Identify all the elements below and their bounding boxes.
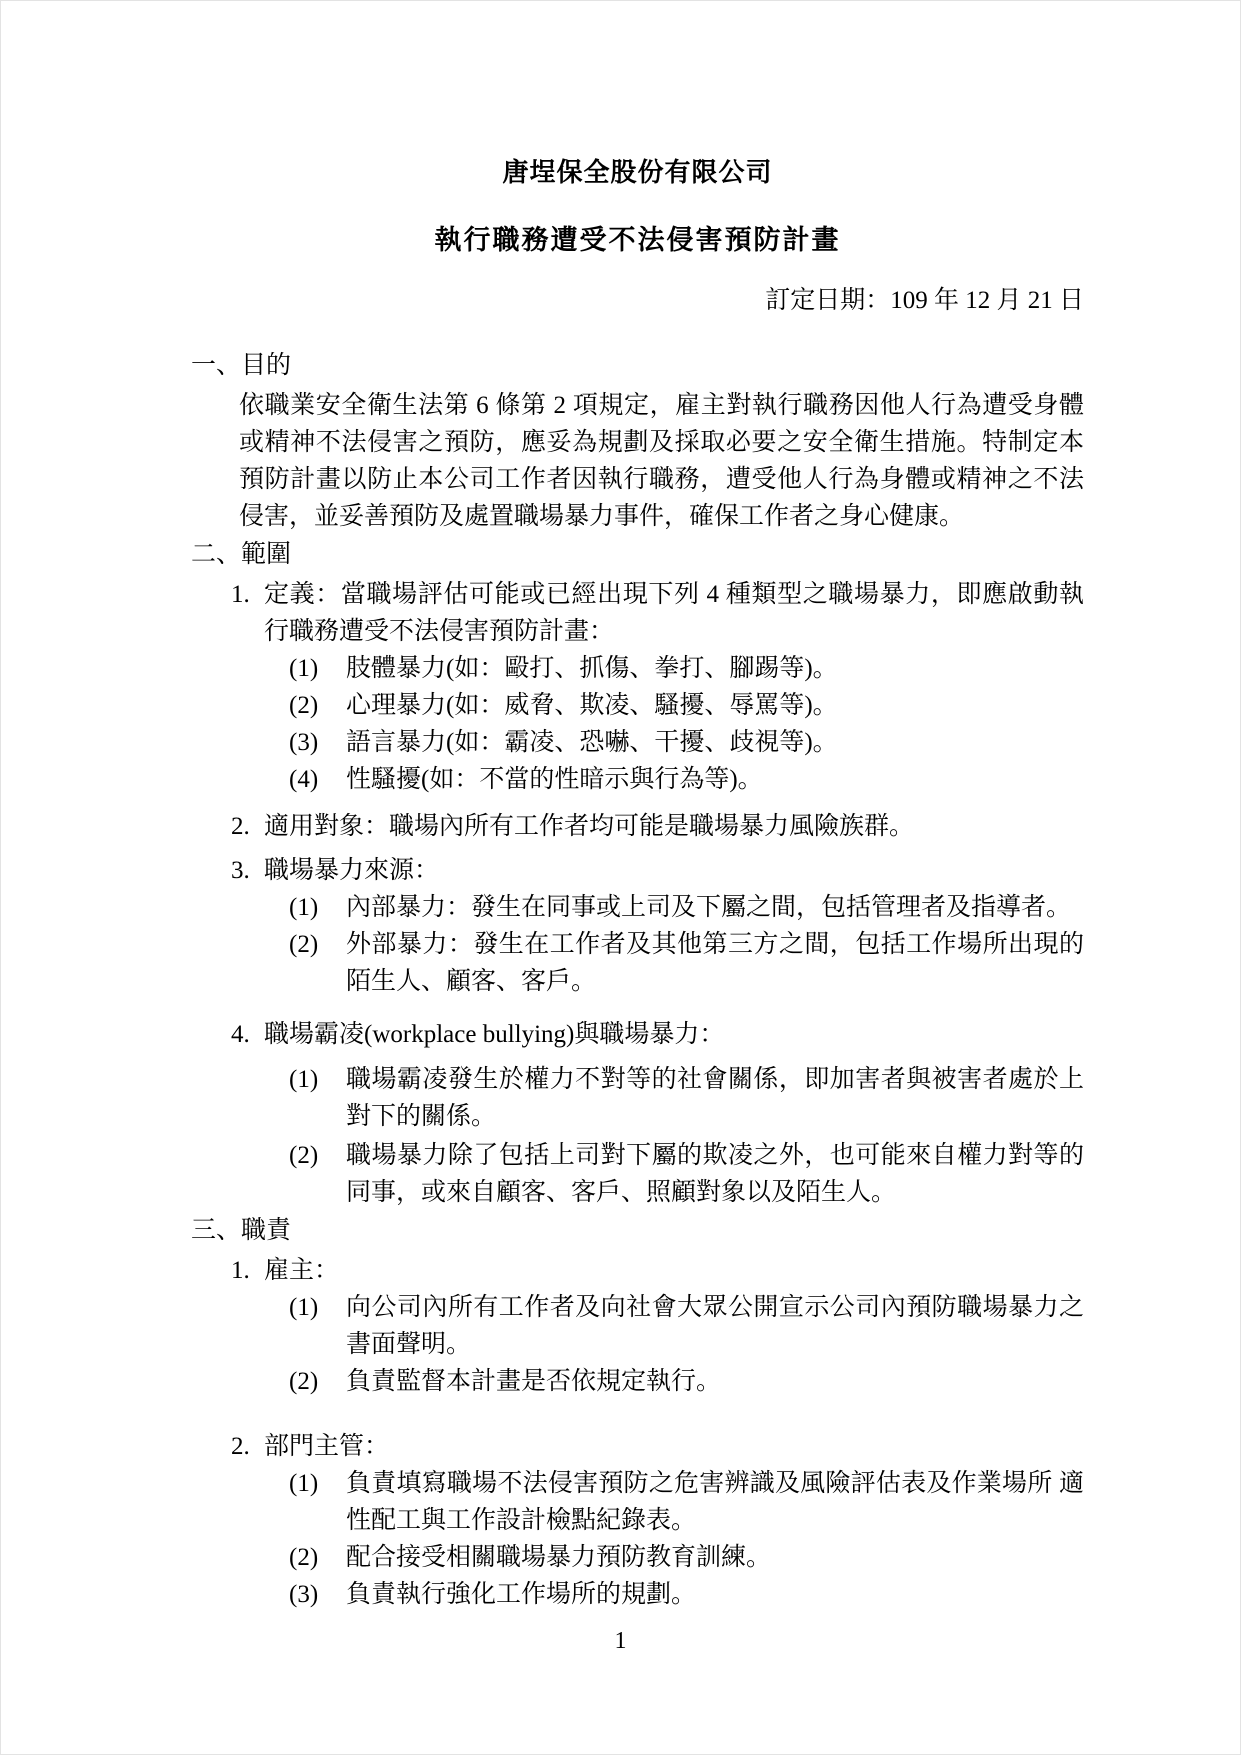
list-subitem — [289, 1363, 1084, 1400]
list-subitem-number: (4) — [289, 766, 319, 793]
list-subitem-number: (2) — [289, 1142, 319, 1169]
list-subitem-number: (2) — [289, 1368, 319, 1395]
list-item — [231, 1252, 1084, 1289]
list-subitem — [289, 724, 1084, 761]
list-item-number: 4. — [231, 1021, 250, 1048]
list-subitem-number: (1) — [289, 1470, 319, 1497]
list-subitem-text: 性騷擾(如：不當的性暗示與行為等)。 — [346, 766, 763, 793]
list-subitem-text: 外部暴力：發生在工作者及其他第三方之間，包括工作場所出現的陌生人、顧客、客戶。 — [346, 931, 1084, 995]
list-subitem-text: 負責填寫職場不法侵害預防之危害辨識及風險評估表及作業場所 適性配工與工作設計檢點紀錄表。 — [346, 1470, 1084, 1534]
list-subitem — [289, 650, 1084, 687]
list-subitem — [289, 1137, 1084, 1211]
list-subitem — [289, 1061, 1084, 1135]
list-subitem-text: 語言暴力(如：霸凌、恐嚇、干擾、歧視等)。 — [346, 729, 838, 756]
list-subitem — [289, 687, 1084, 724]
list-subitem — [289, 926, 1084, 1000]
list-subitem-text: 向公司內所有工作者及向社會大眾公開宣示公司內預防職場暴力之書面聲明。 — [346, 1294, 1084, 1358]
list-subitem — [289, 761, 1084, 798]
list-item-text: 部門主管： — [264, 1433, 390, 1460]
list-item-text: 職場霸凌(workplace bullying)與職場暴力： — [264, 1021, 725, 1048]
list-subitem-number: (2) — [289, 692, 319, 719]
list-item-text: 定義：當職場評估可能或已經出現下列 4 種類型之職場暴力，即應啟動執行職務遭受不法侵害預防計畫： — [264, 581, 1084, 645]
list-item — [231, 1428, 1084, 1465]
list-item — [231, 852, 1084, 889]
list-subitem-text: 負責執行強化工作場所的規劃。 — [346, 1581, 697, 1608]
list-subitem-text: 內部暴力：發生在同事或上司及下屬之間，包括管理者及指導者。 — [346, 894, 1072, 921]
list-subitem-number: (1) — [289, 894, 319, 921]
list-subitem — [289, 1289, 1084, 1363]
list-subitem — [289, 1576, 1084, 1613]
list-item — [231, 808, 1084, 845]
section-heading-scope: 二、範圍 — [191, 541, 292, 568]
purpose-paragraph: 依職業安全衛生法第 6 條第 2 項規定，雇主對執行職務因他人行為遭受身體或精神不法侵害之預防，應妥為規劃及採取必要之安全衛生措施。特制定本預防計畫以防止本公司工作者因執行職務，遭受他人行為身體或精神之不法侵害，並妥善預防及處置職場暴力事件，確保工作者之身心健康。 — [239, 392, 1084, 530]
list-item — [231, 1016, 1084, 1053]
list-subitem-text: 心理暴力(如：威脅、欺凌、騷擾、辱罵等)。 — [346, 692, 838, 719]
list-subitem — [289, 889, 1084, 926]
list-item-text: 適用對象：職場內所有工作者均可能是職場暴力風險族群。 — [264, 813, 915, 840]
list-subitem-number: (1) — [289, 1066, 319, 1093]
list-item-number: 3. — [231, 857, 250, 884]
document-content — [1, 1, 1240, 1613]
list-item-text: 職場暴力來源： — [264, 857, 440, 884]
document-title: 執行職務遭受不法侵害預防計畫 — [434, 225, 841, 255]
page-number: 1 — [614, 1628, 627, 1654]
list-subitem-text: 肢體暴力(如：毆打、抓傷、拳打、腳踢等)。 — [346, 655, 838, 682]
list-subitem — [289, 1465, 1084, 1539]
list-subitem-text: 負責監督本計畫是否依規定執行。 — [346, 1368, 722, 1395]
list-subitem-text: 職場暴力除了包括上司對下屬的欺凌之外，也可能來自權力對等的同事，或來自顧客、客戶、照顧對象以及陌生人。 — [346, 1142, 1084, 1206]
list-item — [231, 576, 1084, 650]
list-item-number: 1. — [231, 1257, 250, 1284]
list-subitem-number: (3) — [289, 1581, 319, 1608]
list-subitem-text: 配合接受相關職場暴力預防教育訓練。 — [346, 1544, 772, 1571]
list-item-number: 1. — [231, 581, 250, 608]
list-subitem-number: (1) — [289, 655, 319, 682]
list-item-number: 2. — [231, 1433, 250, 1460]
list-subitem-number: (3) — [289, 729, 319, 756]
company-title: 唐埕保全股份有限公司 — [502, 158, 773, 187]
list-subitem-number: (2) — [289, 931, 319, 958]
date-line: 訂定日期：109 年 12 月 21 日 — [765, 287, 1084, 314]
list-subitem-number: (2) — [289, 1544, 319, 1571]
list-subitem — [289, 1539, 1084, 1576]
section-heading-responsibilities: 三、職責 — [191, 1217, 292, 1244]
list-item-number: 2. — [231, 813, 250, 840]
list-subitem-text: 職場霸凌發生於權力不對等的社會關係，即加害者與被害者處於上對下的關係。 — [346, 1066, 1084, 1130]
section-heading-purpose: 一、目的 — [191, 352, 292, 379]
list-item-text: 雇主： — [264, 1257, 340, 1284]
list-subitem-number: (1) — [289, 1294, 319, 1321]
